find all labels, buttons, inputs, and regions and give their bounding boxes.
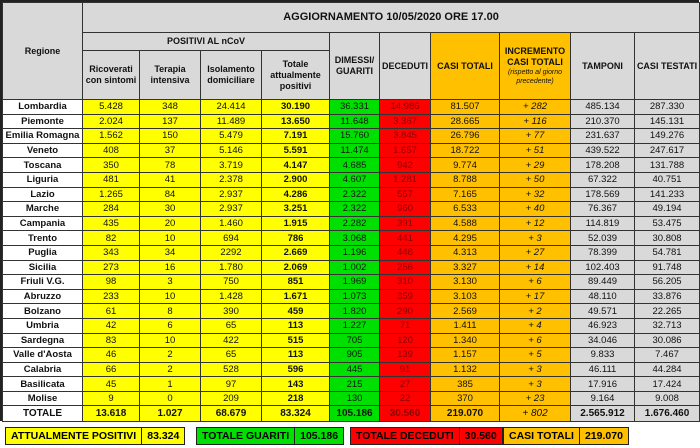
tamponi-cell: 210.370 [571, 114, 635, 129]
isolamento-cell: 422 [201, 333, 262, 348]
totale-positivi-cell: 4.286 [262, 187, 330, 202]
isolamento-cell: 390 [201, 304, 262, 319]
isolamento-cell: 5.146 [201, 143, 262, 158]
terapia-header: Terapia intensiva [140, 51, 201, 100]
table-row [3, 100, 700, 115]
totale-dimessi-cell: 105.186 [330, 406, 380, 422]
summary-totale-deceduti [350, 427, 503, 445]
deceduti-cell: 942 [380, 158, 431, 173]
isolamento-cell: 2.378 [201, 172, 262, 187]
incremento-cell: + 51 [500, 143, 571, 158]
table-row [3, 129, 700, 144]
terapia-cell: 84 [140, 187, 201, 202]
casi-testati-cell: 32.713 [635, 318, 700, 333]
summary-totale-guariti [196, 427, 344, 445]
tamponi-cell: 52.039 [571, 231, 635, 246]
dimessi-cell: 1.969 [330, 275, 380, 290]
totale-positivi-cell: 218 [262, 391, 330, 406]
casi-testati-cell: 17.424 [635, 377, 700, 392]
table-row [3, 348, 700, 363]
tamponi-cell: 114.819 [571, 216, 635, 231]
dimessi-cell: 15.760 [330, 129, 380, 144]
isolamento-cell: 2.937 [201, 202, 262, 217]
tamponi-cell: 46.111 [571, 362, 635, 377]
positivi-group-header: POSITIVI AL nCoV [83, 33, 330, 51]
terapia-cell: 10 [140, 231, 201, 246]
tamponi-cell: 9.164 [571, 391, 635, 406]
totale-positivi-cell: 851 [262, 275, 330, 290]
table-row [3, 143, 700, 158]
dimessi-cell: 3.068 [330, 231, 380, 246]
terapia-cell: 41 [140, 172, 201, 187]
regione-cell: Puglia [3, 245, 83, 260]
tamponi-cell: 231.637 [571, 129, 635, 144]
ricoverati-cell: 61 [83, 304, 140, 319]
table-row [3, 158, 700, 173]
casi-testati-cell: 287.330 [635, 100, 700, 115]
regional-covid-table [2, 2, 700, 422]
regione-cell: Umbria [3, 318, 83, 333]
totale-positivi-cell: 596 [262, 362, 330, 377]
terapia-cell: 150 [140, 129, 201, 144]
isolamento-cell: 209 [201, 391, 262, 406]
regione-cell: Friuli V.G. [3, 275, 83, 290]
table-row [3, 245, 700, 260]
casi-testati-cell: 131.788 [635, 158, 700, 173]
ricoverati-cell: 5.428 [83, 100, 140, 115]
table-row [3, 202, 700, 217]
regione-cell: Piemonte [3, 114, 83, 129]
regione-cell: Liguria [3, 172, 83, 187]
terapia-cell: 2 [140, 348, 201, 363]
casi-totali-cell: 3.103 [431, 289, 500, 304]
incremento-cell: + 6 [500, 333, 571, 348]
ricoverati-cell: 82 [83, 231, 140, 246]
dimessi-cell: 1.002 [330, 260, 380, 275]
regione-cell: Campania [3, 216, 83, 231]
ricoverati-cell: 273 [83, 260, 140, 275]
totale-positivi-cell: 1.671 [262, 289, 330, 304]
summary-label: CASI TOTALI [504, 428, 580, 444]
summary-value: 105.186 [295, 428, 343, 444]
ricoverati-cell: 343 [83, 245, 140, 260]
deceduti-cell: 1.657 [380, 143, 431, 158]
totale-positivi-cell: 5.591 [262, 143, 330, 158]
incremento-header-label: INCREMENTO CASI TOTALI [504, 46, 566, 67]
regione-cell: Toscana [3, 158, 83, 173]
totale-positivi-cell: 2.669 [262, 245, 330, 260]
casi-testati-cell: 33.876 [635, 289, 700, 304]
table-row [3, 114, 700, 129]
deceduti-cell: 441 [380, 231, 431, 246]
casi-totali-cell: 6.533 [431, 202, 500, 217]
isolamento-cell: 65 [201, 318, 262, 333]
totale-positivi-cell: 786 [262, 231, 330, 246]
casi-totali-cell: 1.340 [431, 333, 500, 348]
dimessi-header: DIMESSI/ GUARITI [330, 33, 380, 100]
casi-totali-cell: 3.130 [431, 275, 500, 290]
dimessi-cell: 1.820 [330, 304, 380, 319]
casi-testati-cell: 247.617 [635, 143, 700, 158]
dimessi-cell: 4.685 [330, 158, 380, 173]
isolamento-cell: 694 [201, 231, 262, 246]
regione-cell: Calabria [3, 362, 83, 377]
tamponi-cell: 178.569 [571, 187, 635, 202]
ricoverati-cell: 45 [83, 377, 140, 392]
incremento-cell: + 3 [500, 362, 571, 377]
casi-totali-cell: 4.295 [431, 231, 500, 246]
deceduti-cell: 310 [380, 275, 431, 290]
summary-value: 219.070 [580, 428, 628, 444]
incremento-cell: + 5 [500, 348, 571, 363]
casi-totali-cell: 7.165 [431, 187, 500, 202]
isolamento-cell: 1.460 [201, 216, 262, 231]
incremento-cell: + 17 [500, 289, 571, 304]
casi-testati-cell: 9.008 [635, 391, 700, 406]
table-row [3, 289, 700, 304]
dimessi-cell: 1.227 [330, 318, 380, 333]
incremento-cell: + 40 [500, 202, 571, 217]
totale-positivi-cell: 1.915 [262, 216, 330, 231]
totale-positivi-cell: 113 [262, 318, 330, 333]
terapia-cell: 137 [140, 114, 201, 129]
isolamento-cell: 5.479 [201, 129, 262, 144]
totale-incremento-cell: + 802 [500, 406, 571, 422]
casi-totali-cell: 9.774 [431, 158, 500, 173]
incremento-cell: + 4 [500, 318, 571, 333]
isolamento-cell: 24.414 [201, 100, 262, 115]
terapia-cell: 1 [140, 377, 201, 392]
dimessi-cell: 1.196 [330, 245, 380, 260]
casi-totali-cell: 28.665 [431, 114, 500, 129]
dimessi-cell: 11.474 [330, 143, 380, 158]
casi-testati-cell: 30.808 [635, 231, 700, 246]
deceduti-cell: 960 [380, 202, 431, 217]
incremento-cell: + 27 [500, 245, 571, 260]
incremento-header-note: (rispetto al giorno precedente) [507, 69, 563, 85]
deceduti-cell: 1.281 [380, 172, 431, 187]
dimessi-cell: 905 [330, 348, 380, 363]
ricoverati-cell: 46 [83, 348, 140, 363]
casi-testati-cell: 49.194 [635, 202, 700, 217]
ricoverati-cell: 233 [83, 289, 140, 304]
totale-positivi-cell: 113 [262, 348, 330, 363]
deceduti-cell: 3.367 [380, 114, 431, 129]
tamponi-cell: 48.110 [571, 289, 635, 304]
dimessi-cell: 445 [330, 362, 380, 377]
update-title: AGGIORNAMENTO 10/05/2020 ORE 17.00 [83, 3, 700, 33]
casi-totali-cell: 2.569 [431, 304, 500, 319]
casi-testati-cell: 44.284 [635, 362, 700, 377]
summary-label: ATTUALMENTE POSITIVI [6, 428, 142, 444]
casi-totali-header: CASI TOTALI [431, 33, 500, 100]
regione-cell: Veneto [3, 143, 83, 158]
incremento-header [500, 33, 571, 100]
dimessi-cell: 2.322 [330, 187, 380, 202]
totale-regione-cell: TOTALE [3, 406, 83, 422]
ricoverati-cell: 350 [83, 158, 140, 173]
table-row [3, 304, 700, 319]
isolamento-cell: 528 [201, 362, 262, 377]
deceduti-cell: 256 [380, 260, 431, 275]
casi-testati-cell: 53.475 [635, 216, 700, 231]
terapia-cell: 78 [140, 158, 201, 173]
isolamento-cell: 1.780 [201, 260, 262, 275]
isolamento-cell: 2292 [201, 245, 262, 260]
tamponi-cell: 78.399 [571, 245, 635, 260]
summary-value: 30.560 [460, 428, 502, 444]
ricoverati-cell: 9 [83, 391, 140, 406]
dimessi-cell: 2.322 [330, 202, 380, 217]
totale-positivi-cell: 3.251 [262, 202, 330, 217]
totale-isolamento-cell: 68.679 [201, 406, 262, 422]
deceduti-cell: 27 [380, 377, 431, 392]
isolamento-cell: 11.489 [201, 114, 262, 129]
casi-testati-cell: 22.265 [635, 304, 700, 319]
deceduti-cell: 71 [380, 318, 431, 333]
tamponi-cell: 46.923 [571, 318, 635, 333]
deceduti-cell: 290 [380, 304, 431, 319]
ricoverati-cell: 2.024 [83, 114, 140, 129]
casi-totali-cell: 4.588 [431, 216, 500, 231]
tamponi-cell: 485.134 [571, 100, 635, 115]
totale-row [3, 406, 700, 422]
isolamento-cell: 2.937 [201, 187, 262, 202]
tamponi-cell: 102.403 [571, 260, 635, 275]
dimessi-cell: 4.607 [330, 172, 380, 187]
incremento-cell: + 3 [500, 231, 571, 246]
terapia-cell: 2 [140, 362, 201, 377]
table-row [3, 362, 700, 377]
table-row [3, 275, 700, 290]
summary-attualmente-positivi [5, 427, 185, 445]
regione-cell: Basilicata [3, 377, 83, 392]
table-row [3, 391, 700, 406]
ricoverati-cell: 83 [83, 333, 140, 348]
regione-cell: Trento [3, 231, 83, 246]
deceduti-cell: 557 [380, 187, 431, 202]
casi-totali-cell: 3.327 [431, 260, 500, 275]
ricoverati-cell: 408 [83, 143, 140, 158]
dimessi-cell: 36.331 [330, 100, 380, 115]
deceduti-header: DECEDUTI [380, 33, 431, 100]
totale-positivi-cell: 2.069 [262, 260, 330, 275]
table-row [3, 187, 700, 202]
totale-casi-testati-cell: 1.676.460 [635, 406, 700, 422]
regione-cell: Valle d'Aosta [3, 348, 83, 363]
table-row [3, 333, 700, 348]
deceduti-cell: 3.845 [380, 129, 431, 144]
casi-testati-cell: 56.205 [635, 275, 700, 290]
casi-totali-cell: 26.796 [431, 129, 500, 144]
casi-testati-cell: 30.086 [635, 333, 700, 348]
terapia-cell: 6 [140, 318, 201, 333]
tamponi-cell: 76.367 [571, 202, 635, 217]
tamponi-cell: 178.208 [571, 158, 635, 173]
tamponi-cell: 9.833 [571, 348, 635, 363]
terapia-cell: 10 [140, 333, 201, 348]
ricoverati-cell: 1.265 [83, 187, 140, 202]
table-row [3, 260, 700, 275]
isolamento-header: Isolamento domiciliare [201, 51, 262, 100]
totale-positivi-cell: 2.900 [262, 172, 330, 187]
regione-cell: Emilia Romagna [3, 129, 83, 144]
dimessi-cell: 1.073 [330, 289, 380, 304]
table-row [3, 231, 700, 246]
dimessi-cell: 705 [330, 333, 380, 348]
incremento-cell: + 77 [500, 129, 571, 144]
terapia-cell: 34 [140, 245, 201, 260]
deceduti-cell: 14.986 [380, 100, 431, 115]
incremento-cell: + 50 [500, 172, 571, 187]
totale-positivi-cell: 30.190 [262, 100, 330, 115]
dimessi-cell: 215 [330, 377, 380, 392]
deceduti-cell: 139 [380, 348, 431, 363]
terapia-cell: 30 [140, 202, 201, 217]
summary-label: TOTALE GUARITI [197, 428, 295, 444]
regione-header: Regione [3, 3, 83, 100]
tamponi-cell: 17.916 [571, 377, 635, 392]
totale-positivi-cell: 515 [262, 333, 330, 348]
casi-totali-cell: 18.722 [431, 143, 500, 158]
ricoverati-cell: 481 [83, 172, 140, 187]
casi-totali-cell: 1.157 [431, 348, 500, 363]
isolamento-cell: 3.719 [201, 158, 262, 173]
casi-testati-cell: 145.131 [635, 114, 700, 129]
table-row [3, 377, 700, 392]
casi-totali-cell: 385 [431, 377, 500, 392]
terapia-cell: 37 [140, 143, 201, 158]
terapia-cell: 8 [140, 304, 201, 319]
incremento-cell: + 12 [500, 216, 571, 231]
incremento-cell: + 3 [500, 377, 571, 392]
regione-cell: Bolzano [3, 304, 83, 319]
ricoverati-cell: 1.562 [83, 129, 140, 144]
regione-cell: Abruzzo [3, 289, 83, 304]
totale-deceduti-cell: 30.560 [380, 406, 431, 422]
incremento-cell: + 2 [500, 304, 571, 319]
terapia-cell: 20 [140, 216, 201, 231]
casi-totali-cell: 370 [431, 391, 500, 406]
deceduti-cell: 391 [380, 216, 431, 231]
summary-value: 83.324 [142, 428, 184, 444]
ricoverati-cell: 435 [83, 216, 140, 231]
deceduti-cell: 448 [380, 245, 431, 260]
casi-testati-cell: 91.748 [635, 260, 700, 275]
summary-casi-totali [503, 427, 629, 445]
terapia-cell: 0 [140, 391, 201, 406]
regione-cell: Molise [3, 391, 83, 406]
incremento-cell: + 282 [500, 100, 571, 115]
incremento-cell: + 29 [500, 158, 571, 173]
ricoverati-cell: 42 [83, 318, 140, 333]
tamponi-cell: 89.449 [571, 275, 635, 290]
tamponi-cell: 67.322 [571, 172, 635, 187]
regione-cell: Sicilia [3, 260, 83, 275]
totale-tamponi-cell: 2.565.912 [571, 406, 635, 422]
totale-positivi-cell: 143 [262, 377, 330, 392]
dimessi-cell: 11.648 [330, 114, 380, 129]
ricoverati-cell: 284 [83, 202, 140, 217]
regione-cell: Sardegna [3, 333, 83, 348]
casi-totali-cell: 81.507 [431, 100, 500, 115]
terapia-cell: 16 [140, 260, 201, 275]
totale-positivi-cell: 7.191 [262, 129, 330, 144]
table-row [3, 318, 700, 333]
summary-label: TOTALE DECEDUTI [351, 428, 460, 444]
totale-casi-totali-cell: 219.070 [431, 406, 500, 422]
casi-testati-cell: 141.233 [635, 187, 700, 202]
incremento-cell: + 6 [500, 275, 571, 290]
casi-totali-cell: 8.788 [431, 172, 500, 187]
casi-testati-cell: 40.751 [635, 172, 700, 187]
regione-cell: Lombardia [3, 100, 83, 115]
totale-positivi-cell: 13.650 [262, 114, 330, 129]
ricoverati-header: Ricoverati con sintomi [83, 51, 140, 100]
isolamento-cell: 1.428 [201, 289, 262, 304]
totale-positivi-cell: 459 [262, 304, 330, 319]
incremento-cell: + 32 [500, 187, 571, 202]
ricoverati-cell: 66 [83, 362, 140, 377]
totale-terapia-cell: 1.027 [140, 406, 201, 422]
tamponi-header: TAMPONI [571, 33, 635, 100]
casi-testati-cell: 7.467 [635, 348, 700, 363]
deceduti-cell: 22 [380, 391, 431, 406]
terapia-cell: 3 [140, 275, 201, 290]
tamponi-cell: 439.522 [571, 143, 635, 158]
casi-totali-cell: 4.313 [431, 245, 500, 260]
incremento-cell: + 116 [500, 114, 571, 129]
incremento-cell: + 14 [500, 260, 571, 275]
deceduti-cell: 359 [380, 289, 431, 304]
isolamento-cell: 97 [201, 377, 262, 392]
terapia-cell: 10 [140, 289, 201, 304]
isolamento-cell: 750 [201, 275, 262, 290]
tamponi-cell: 49.571 [571, 304, 635, 319]
deceduti-cell: 91 [380, 362, 431, 377]
incremento-cell: + 23 [500, 391, 571, 406]
isolamento-cell: 65 [201, 348, 262, 363]
casi-testati-header: CASI TESTATI [635, 33, 700, 100]
dimessi-cell: 130 [330, 391, 380, 406]
regione-cell: Marche [3, 202, 83, 217]
deceduti-cell: 120 [380, 333, 431, 348]
terapia-cell: 348 [140, 100, 201, 115]
casi-totali-cell: 1.411 [431, 318, 500, 333]
totale-positivi-header: Totale attualmente positivi [262, 51, 330, 100]
totale-ricoverati-cell: 13.618 [83, 406, 140, 422]
totale-totale-positivi-cell: 83.324 [262, 406, 330, 422]
table-row [3, 216, 700, 231]
table-row [3, 172, 700, 187]
totale-positivi-cell: 4.147 [262, 158, 330, 173]
casi-testati-cell: 149.276 [635, 129, 700, 144]
casi-totali-cell: 1.132 [431, 362, 500, 377]
regione-cell: Lazio [3, 187, 83, 202]
ricoverati-cell: 98 [83, 275, 140, 290]
casi-testati-cell: 54.781 [635, 245, 700, 260]
dimessi-cell: 2.282 [330, 216, 380, 231]
tamponi-cell: 34.046 [571, 333, 635, 348]
